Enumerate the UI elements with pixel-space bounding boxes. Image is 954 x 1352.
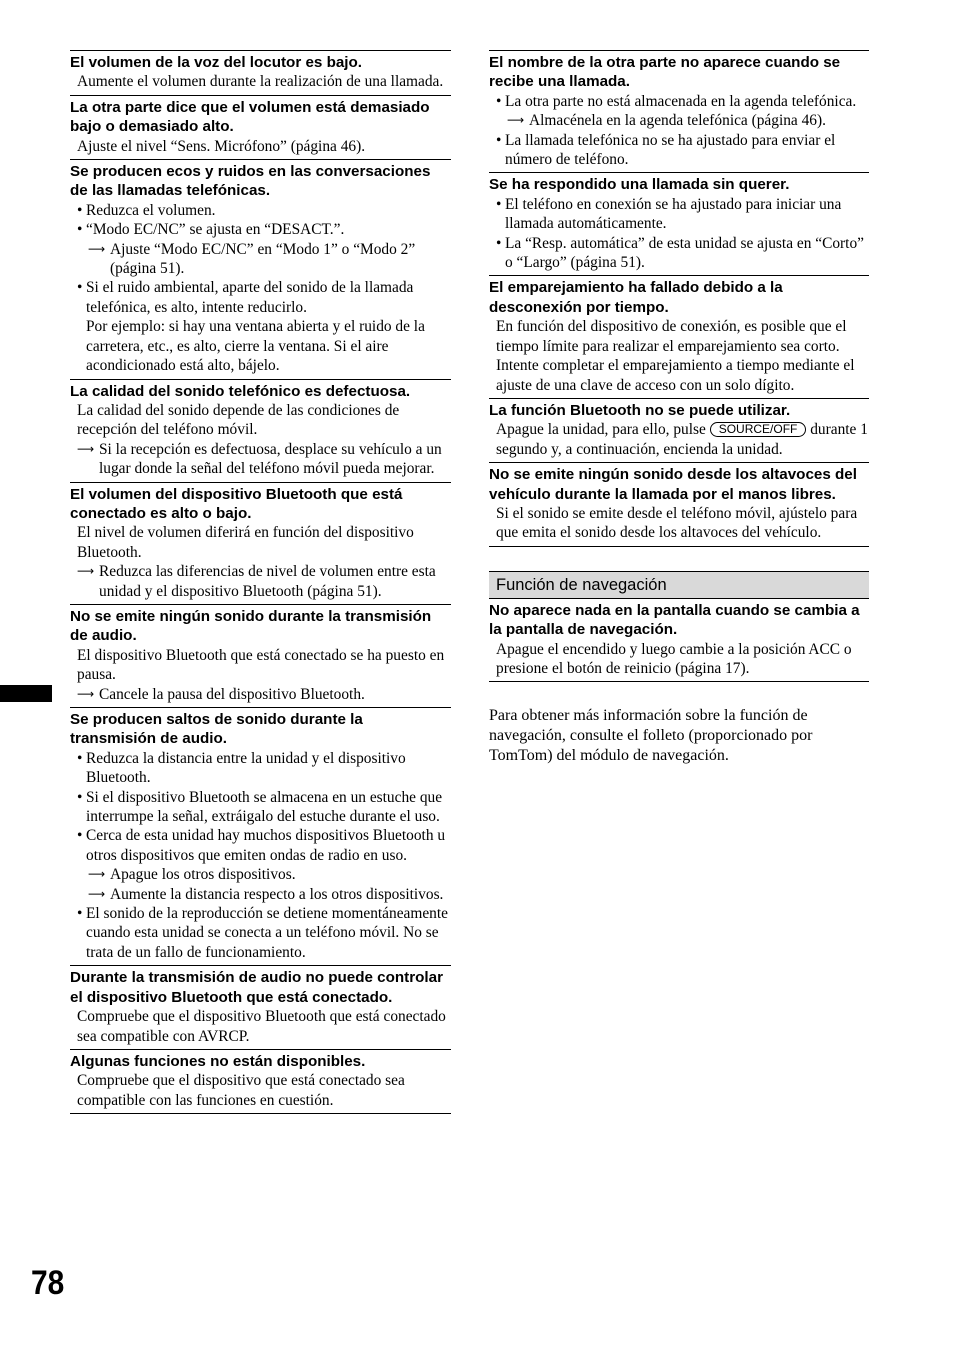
question-heading: La función Bluetooth no se puede utilizar. bbox=[489, 401, 791, 419]
arrow-instruction bbox=[77, 562, 451, 601]
answer-text: Ajuste el nivel “Sens. Micrófono” (página 46). bbox=[77, 137, 366, 155]
troubleshoot-entry bbox=[489, 462, 869, 547]
troubleshoot-entry bbox=[489, 275, 869, 397]
troubleshoot-entry bbox=[70, 379, 451, 482]
arrow-instruction bbox=[86, 865, 451, 884]
arrow-text: Reduzca las diferencias de nivel de volumen entre esta unidad y el dispositivo Bluetooth (página 51). bbox=[99, 563, 436, 600]
question-heading: Durante la transmisión de audio no puede controlar el dispositivo Bluetooth que está conectado. bbox=[70, 969, 443, 1006]
answer-text: Aumente el volumen durante la realización de una llamada. bbox=[77, 73, 444, 91]
navigation-info-paragraph: Para obtener más información sobre la función de navegación, consulte el folleto (proporcionado por TomTom) del módulo de navegación. bbox=[489, 707, 813, 764]
arrow-instruction bbox=[77, 685, 451, 704]
answer-text-with-key bbox=[496, 420, 869, 459]
bullet-item: • Si el ruido ambiental, aparte del sonido de la llamada telefónica, es alto, intente reducirlo. bbox=[77, 278, 451, 317]
arrow-text: Apague los otros dispositivos. bbox=[110, 866, 296, 884]
question-heading: El nombre de la otra parte no aparece cuando se recibe una llamada. bbox=[489, 54, 841, 91]
text-before-key: Apague la unidad, para ello, pulse bbox=[496, 421, 706, 439]
arrow-instruction bbox=[86, 240, 451, 279]
answer-text: Compruebe que el dispositivo que está conectado sea compatible con las funciones en cuestión. bbox=[77, 1072, 405, 1109]
right-entries bbox=[489, 50, 869, 547]
source-off-key: SOURCE/OFF bbox=[710, 422, 807, 437]
arrow-text: Cancele la pausa del dispositivo Bluetooth. bbox=[99, 685, 365, 703]
question-heading: No aparece nada en la pantalla cuando se cambia a la pantalla de navegación. bbox=[489, 601, 860, 639]
page-number: 78 bbox=[31, 1264, 65, 1302]
arrow-instruction bbox=[86, 885, 451, 904]
question-heading: Se ha respondido una llamada sin querer. bbox=[489, 176, 790, 194]
answer-text: Apague el encendido y luego cambie a la posición ACC o presione el botón de reinicio (página 17). bbox=[496, 640, 852, 677]
bullet-item: • Cerca de esta unidad hay muchos dispositivos Bluetooth u otros dispositivos que emiten ondas de radio en uso. bbox=[77, 826, 451, 865]
answer-text: En función del dispositivo de conexión, es posible que el tiempo límite para realizar el emparejamiento sea corto. Intente completar el emparejamiento a tiempo mediante el ajuste de una clave de acceso con un solo dígito. bbox=[496, 318, 855, 394]
bullet-item: • “Modo EC/NC” se ajusta en “DESACT.”. bbox=[77, 220, 451, 239]
question-heading: Algunas funciones no están disponibles. bbox=[70, 1052, 366, 1070]
question-heading: El volumen de la voz del locutor es bajo. bbox=[70, 54, 363, 71]
bullet-item: • La otra parte no está almacenada en la agenda telefónica. bbox=[496, 92, 869, 111]
question-heading: La otra parte dice que el volumen está demasiado bajo o demasiado alto. bbox=[70, 98, 430, 136]
arrow-icon: ⟶ bbox=[77, 564, 95, 579]
troubleshoot-entry bbox=[70, 707, 451, 965]
bullet-item: • La “Resp. automática” de esta unidad se ajusta en “Corto” o “Largo” (página 51). bbox=[496, 234, 869, 273]
bullet-item: • Reduzca el volumen. bbox=[77, 201, 451, 220]
troubleshoot-entry bbox=[489, 50, 869, 172]
arrow-text: Aumente la distancia respecto a los otros dispositivos. bbox=[110, 885, 444, 903]
arrow-text: Almacénela en la agenda telefónica (página 46). bbox=[529, 112, 826, 130]
troubleshoot-entry bbox=[70, 95, 451, 159]
arrow-instruction bbox=[77, 440, 451, 479]
arrow-instruction bbox=[505, 111, 869, 130]
question-heading: No se emite ningún sonido durante la transmisión de audio. bbox=[70, 607, 432, 645]
arrow-text: Ajuste “Modo EC/NC” en “Modo 1” o “Modo 2” (página 51). bbox=[110, 240, 416, 278]
bullet-item: • Si el dispositivo Bluetooth se almacena en un estuche que interrumpe la señal, extráigalo del estuche durante el uso. bbox=[77, 788, 451, 827]
arrow-icon: ⟶ bbox=[88, 886, 106, 901]
section-heading-navigation: Función de navegación bbox=[489, 571, 869, 598]
bullet-continuation: Por ejemplo: si hay una ventana abierta y el ruido de la carretera, etc., es alto, cierre la ventana. Si el aire acondicionado está alto, bájelo. bbox=[86, 318, 425, 375]
answer-text: La calidad del sonido depende de las condiciones de recepción del teléfono móvil. bbox=[77, 401, 400, 439]
bullet-item: • La llamada telefónica no se ha ajustado para enviar el número de teléfono. bbox=[496, 131, 869, 170]
answer-text: El nivel de volumen diferirá en función del dispositivo Bluetooth. bbox=[77, 524, 414, 561]
bullet-item: • El sonido de la reproducción se detiene momentáneamente cuando esta unidad se conecta a un teléfono móvil. No se trata de un fallo de funcionamiento. bbox=[77, 904, 451, 962]
right-column bbox=[489, 50, 869, 765]
question-heading: La calidad del sonido telefónico es defectuosa. bbox=[70, 382, 411, 400]
answer-text: El dispositivo Bluetooth que está conectado se ha puesto en pausa. bbox=[77, 646, 445, 684]
arrow-text: Si la recepción es defectuosa, desplace su vehículo a un lugar donde la señal del teléfono móvil pueda mejorar. bbox=[99, 440, 442, 478]
troubleshoot-entry bbox=[70, 604, 451, 707]
question-heading: No se emite ningún sonido desde los altavoces del vehículo durante la llamada por el manos libres. bbox=[489, 466, 857, 503]
bullet-item: • El teléfono en conexión se ha ajustado para iniciar una llamada automáticamente. bbox=[496, 195, 869, 234]
question-heading: Se producen saltos de sonido durante la transmisión de audio. bbox=[70, 711, 363, 748]
answer-text: Si el sonido se emite desde el teléfono móvil, ajústelo para que emita el sonido desde los altavoces del vehículo. bbox=[496, 504, 858, 542]
arrow-icon: ⟶ bbox=[88, 867, 106, 882]
troubleshoot-entry bbox=[70, 159, 451, 378]
troubleshoot-entry bbox=[489, 172, 869, 275]
troubleshoot-entry bbox=[489, 398, 869, 462]
side-tab-marker bbox=[0, 685, 52, 702]
left-column bbox=[70, 50, 451, 1114]
troubleshoot-entry bbox=[70, 965, 451, 1049]
arrow-icon: ⟶ bbox=[77, 686, 95, 701]
navigation-entries bbox=[489, 598, 869, 683]
text-after-key: durante 1 segundo y, a continuación, encienda la unidad. bbox=[496, 421, 868, 458]
question-heading: El emparejamiento ha fallado debido a la desconexión por tiempo. bbox=[489, 279, 783, 316]
arrow-icon: ⟶ bbox=[77, 441, 95, 456]
arrow-icon: ⟶ bbox=[507, 113, 525, 128]
arrow-icon: ⟶ bbox=[88, 241, 106, 256]
troubleshoot-entry bbox=[70, 1049, 451, 1114]
bullet-item: • Reduzca la distancia entre la unidad y el dispositivo Bluetooth. bbox=[77, 749, 451, 788]
answer-text: Compruebe que el dispositivo Bluetooth que está conectado sea compatible con AVRCP. bbox=[77, 1008, 446, 1045]
question-heading: El volumen del dispositivo Bluetooth que está conectado es alto o bajo. bbox=[70, 485, 403, 522]
question-heading: Se producen ecos y ruidos en las conversaciones de las llamadas telefónicas. bbox=[70, 163, 431, 200]
troubleshoot-entry bbox=[70, 482, 451, 604]
troubleshoot-entry bbox=[70, 50, 451, 95]
troubleshoot-entry bbox=[489, 598, 869, 683]
